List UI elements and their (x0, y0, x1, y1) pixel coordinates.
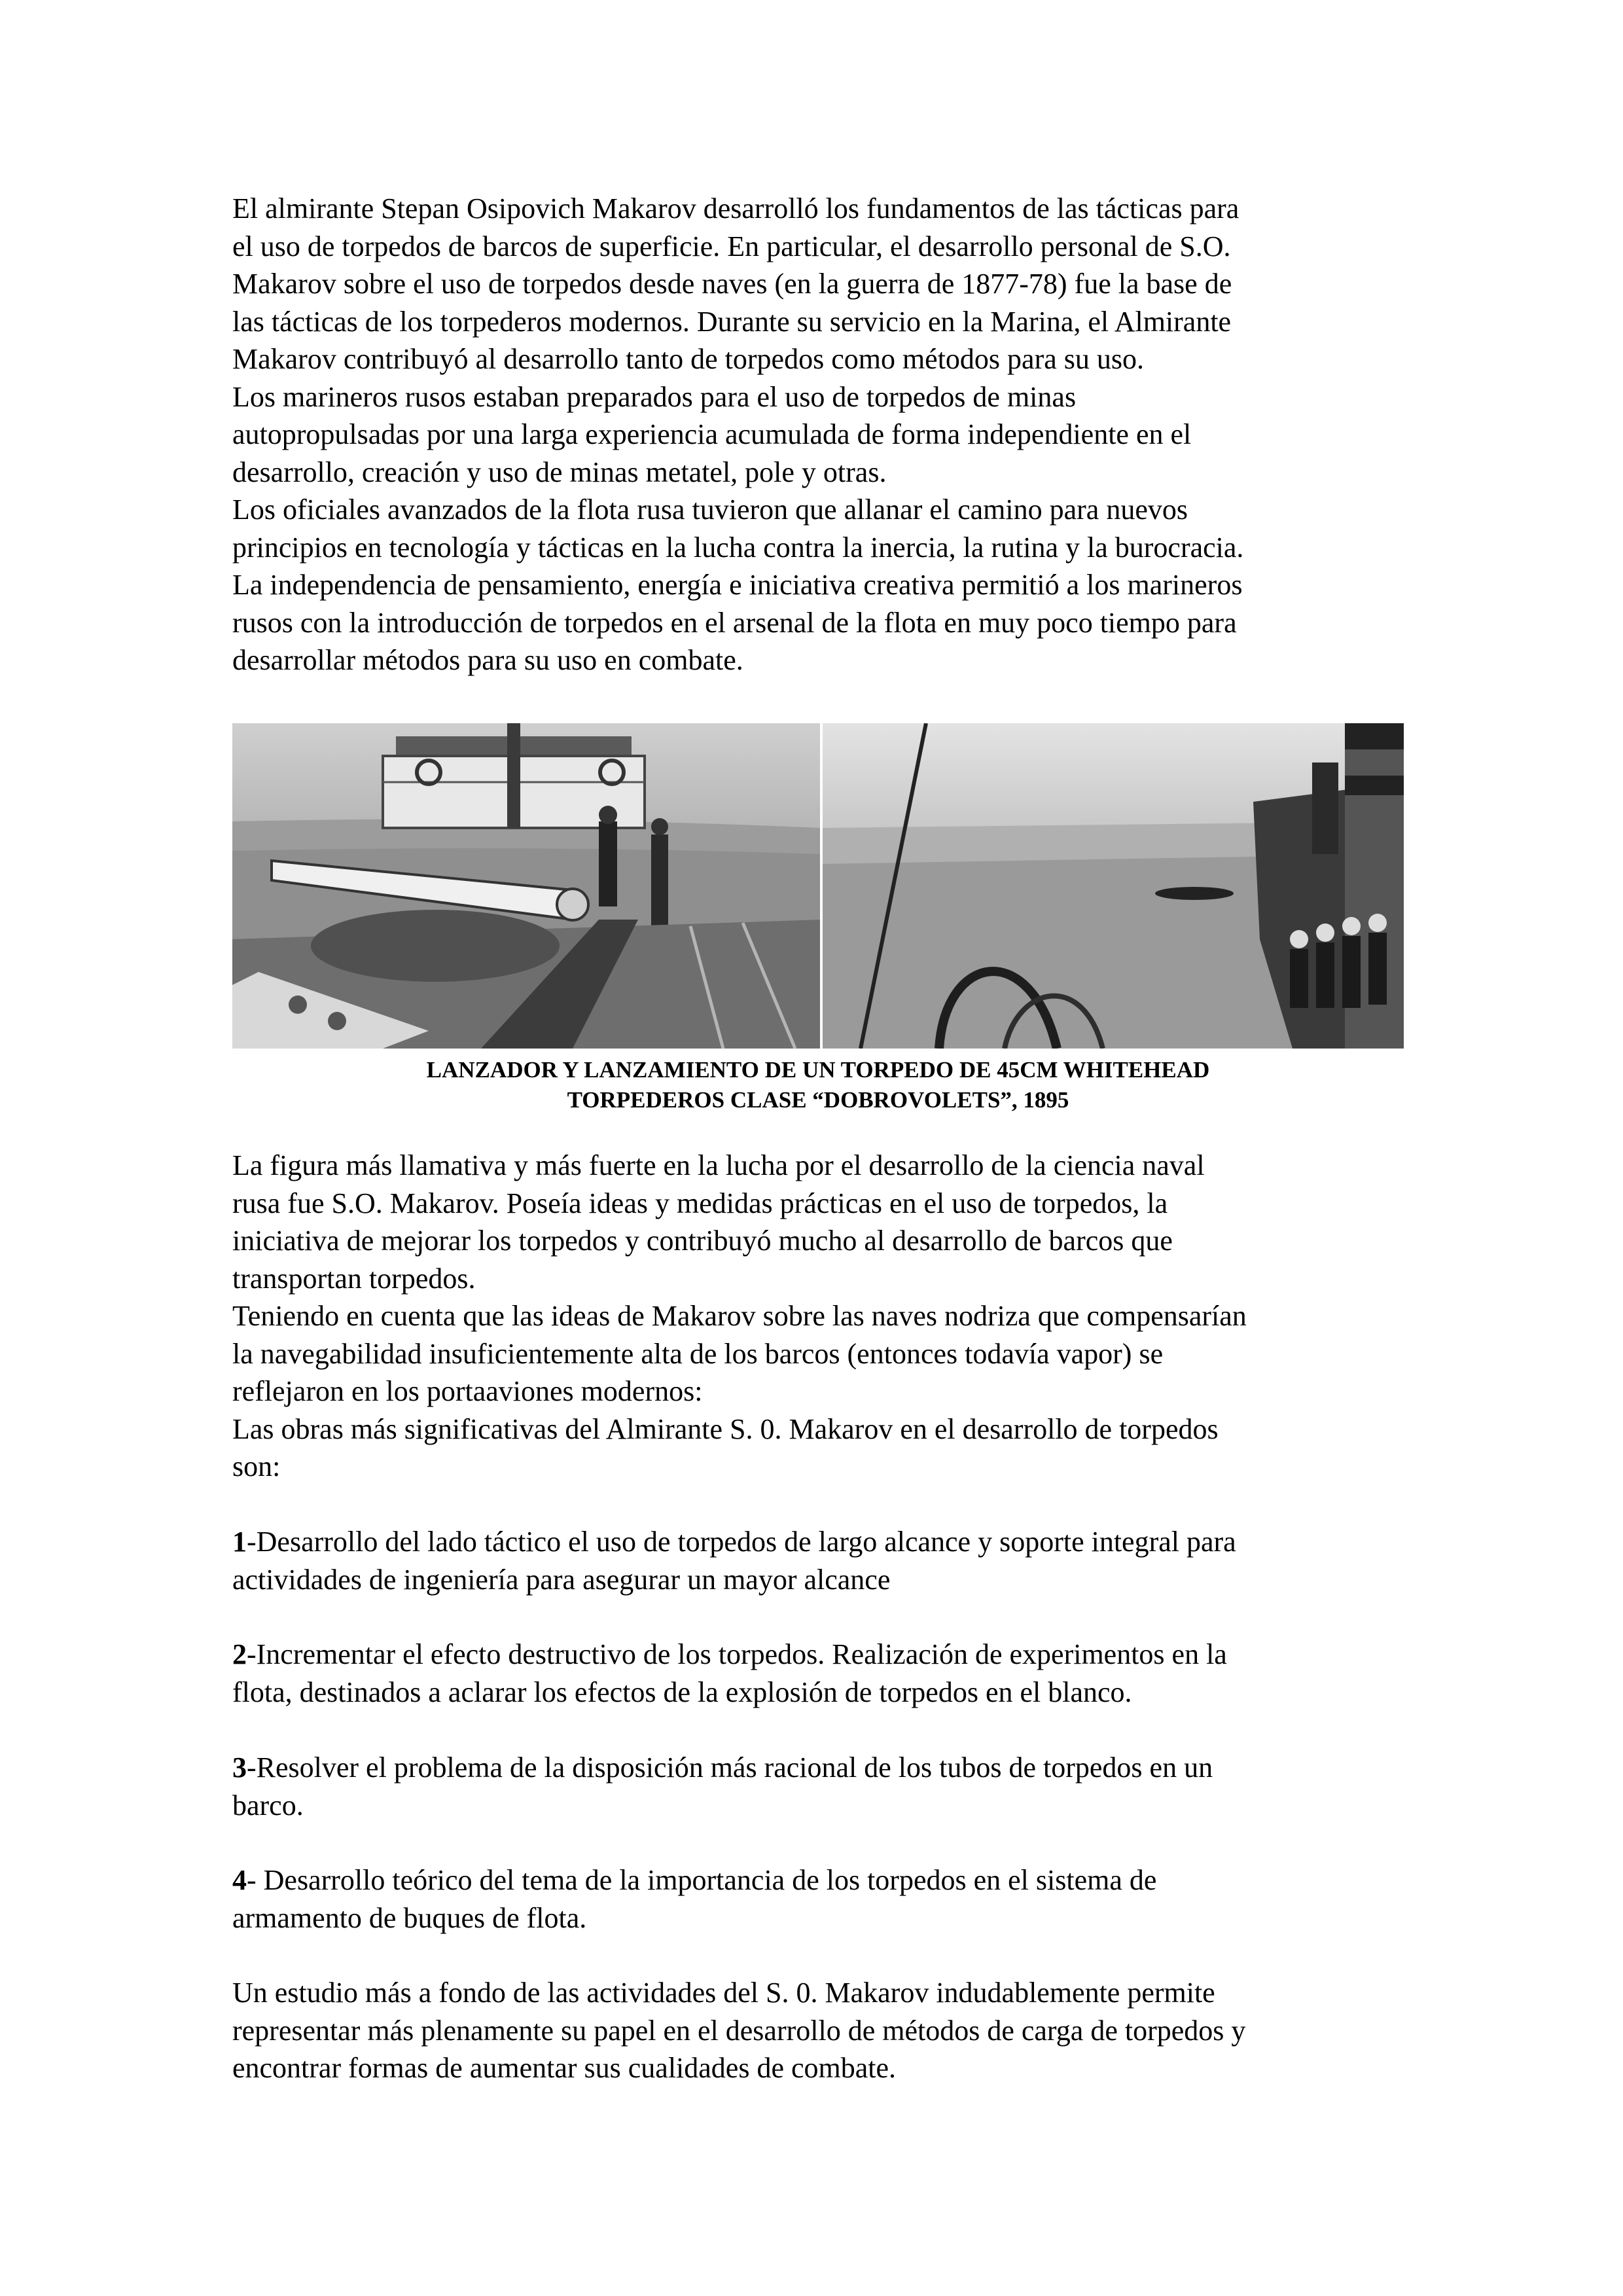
right-photo-launch (821, 723, 1404, 1049)
intro-paragraph: El almirante Stepan Osipovich Makarov desarrolló los fundamentos de las tácticas para el uso de torpedos de barcos de superficie. En particular, el desarrollo personal de S.O. Makarov sobre el uso de torpedos desde naves (en la guerra de 1877-78) fue la base de las tácticas de los torpederos modernos. Durante su servicio en la Marina, el Almirante Makarov contribuyó al desarrollo tanto de torpedos como métodos para su uso. Los marineros rusos estaban preparados para el uso de torpedos de minas autopropulsadas por una larga experiencia acumulada de forma independiente en el desarrollo, creación y uso de minas metatel, pole y otras. Los oficiales avanzados de la flota rusa tuvieron que allanar el camino para nuevos principios en tecnología y tácticas en la lucha contra la inercia, la rutina y la burocracia. La independencia de pensamiento, energía e iniciativa creativa permitió a los marineros rusos con la introducción de torpedos en el arsenal de la flota en muy poco tiempo para desarrollar métodos para su uso en combate. (232, 192, 1244, 676)
list-item-4 (232, 1861, 1410, 1937)
list-item-number: 1 (232, 1526, 247, 1558)
list-item-3 (232, 1749, 1410, 1824)
caption-line-2: TORPEDEROS CLASE “DOBROVOLETS”, 1895 (567, 1087, 1069, 1113)
list-item-text: -Incrementar el efecto destructivo de los torpedos. Realización de experimentos en la flota, destinados a aclarar los efectos de la explosión de torpedos en el blanco. (232, 1638, 1227, 1708)
list-item-1 (232, 1523, 1410, 1598)
list-item-text: - Desarrollo teórico del tema de la importancia de los torpedos en el sistema de armamento de buques de flota. (232, 1864, 1157, 1934)
list-item-number: 3 (232, 1751, 247, 1784)
list-item-number: 4 (232, 1864, 247, 1896)
makarov-paragraph: La figura más llamativa y más fuerte en la lucha por el desarrollo de la ciencia naval rusa fue S.O. Makarov. Poseía ideas y medidas prácticas en el uso de torpedos, la iniciativa de mejorar los torpedos y contribuyó mucho al desarrollo de barcos que transportan torpedos. Teniendo en cuenta que las ideas de Makarov sobre las naves nodriza que compensarían la navegabilidad insuficientemente alta de los barcos (entonces todavía vapor) se reflejaron en los portaaviones modernos: Las obras más significativas del Almirante S. 0. Makarov en el desarrollo de torpedos son: (232, 1149, 1247, 1482)
torpedo-launch-photo (232, 723, 1404, 1049)
list-item-2 (232, 1636, 1410, 1711)
list-item-text: -Desarrollo del lado táctico el uso de torpedos de largo alcance y soporte integral para actividades de ingeniería para asegurar un mayor alcance (232, 1526, 1236, 1596)
closing-paragraph: Un estudio más a fondo de las actividades del S. 0. Makarov indudablemente permite representar más plenamente su papel en el desarrollo de métodos de carga de torpedos y encontrar formas de aumentar sus cualidades de combate. (232, 1977, 1246, 2084)
left-photo-launcher (232, 723, 821, 1049)
photo-caption (232, 1055, 1404, 1115)
caption-line-1: LANZADOR Y LANZAMIENTO DE UN TORPEDO DE 45CM WHITEHEAD (426, 1057, 1210, 1083)
list-item-number: 2 (232, 1638, 247, 1670)
list-item-text: -Resolver el problema de la disposición más racional de los tubos de torpedos en un barco. (232, 1751, 1213, 1821)
